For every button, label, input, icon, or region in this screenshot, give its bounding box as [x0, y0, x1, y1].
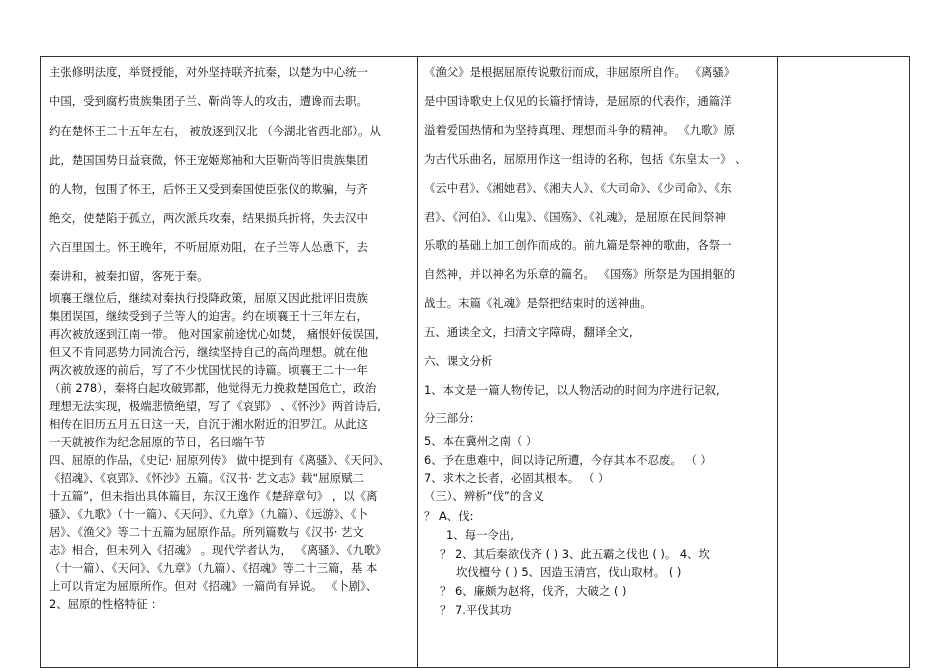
text-line: 自然神，并以神名为乐章的篇名。 《国殇》所祭是为国捐躯的	[424, 267, 736, 281]
text-line: 君》、《河伯》、《山鬼》、《国殇》、《礼魂》，是屈原在民间祭神	[424, 210, 726, 224]
text-line: 中国，受到腐朽贵族集团子兰、靳尚等人的攻击，遭谗而去职。	[49, 94, 368, 108]
text-line: ？ 6、廉颇为赵将，伐齐，大破之 ( )	[440, 584, 627, 598]
text-line: 集团误国，继续受到子兰等人的迫害。约在顷襄王十三年左右，	[49, 309, 368, 323]
text-line: 7、求木之长者，必固其根本。 （ ）	[424, 471, 610, 485]
text-line: 秦讲和，被秦扣留，客死于秦。	[49, 269, 209, 283]
text-line: 相传在旧历五月五日这一天，自沉于湘水附近的汨罗江。从此这	[49, 417, 368, 431]
text-line: 6、予在患难中，间以诗记所遭，今存其本不忍废。 （ ）	[424, 453, 712, 467]
text-line: 一天就被作为纪念屈原的节日，名曰端午节	[49, 435, 266, 449]
text-line: 顷襄王继位后，继续对秦执行投降政策，屈原又因此批评旧贵族	[49, 291, 368, 305]
text-line: （十一篇）、《天问》、《九章》（九篇）、《招魂》等二十三篇，基 本	[49, 561, 378, 575]
text-line: （三）、辨析“伐”的含义	[424, 489, 545, 503]
text-line: ？ 2、其后秦欲伐齐 ( ) 3、此五霸之伐也 ( )。 4、坎	[440, 547, 710, 561]
text-line: ？ A、伐:	[424, 509, 474, 523]
right-column	[778, 57, 910, 667]
text-line: 四、屈原的作品，《史记· 屈原列传》 做中提到有《离骚》、《天问》、	[49, 453, 391, 467]
text-line: 1、每一令出,	[446, 528, 514, 542]
text-line: 绝交，使楚陷于孤立，两次派兵攻秦，结果损兵折将，失去汉中	[49, 211, 368, 225]
text-line: 分三部分:	[424, 411, 474, 425]
text-line: 居》、《渔父》等二十五篇为屈原作品。所列篇数与《汉书· 艺文	[49, 525, 364, 539]
text-line: 五、通读全文，扫清文字障碍，翻译全文,	[424, 325, 633, 339]
text-line: 十五篇”，但未指出具体篇目，东汉王逸作《楚辞章句》 ，以《离	[49, 489, 378, 503]
text-line: 六、课文分析	[424, 354, 493, 368]
middle-column	[418, 57, 777, 667]
text-line: ？ 7.平伐其功	[440, 603, 512, 617]
text-line: 约在楚怀王二十五年左右， 被放逐到汉北 （今湖北省西北部）。从	[49, 124, 381, 138]
text-line: 此，楚国国势日益衰微，怀王宠姬郑袖和大臣靳尚等旧贵族集团	[49, 153, 368, 167]
text-line: 《云中君》、《湘她君》、《湘夫人》、《大司命》、《少司命》、《东	[424, 181, 732, 195]
text-line: 主张修明法度，举贤授能，对外坚持联齐抗秦，以楚为中心统一	[49, 65, 368, 79]
text-line: 骚》、《九歌》（十一篇）、《天问》、《九章》（九篇）、《远游》、《卜	[49, 507, 368, 521]
text-line: 2、屈原的性格特征 ：	[49, 597, 163, 611]
text-line: 但又不肯同恶势力同流合污，继续坚持自己的高尚理想。就在他	[49, 345, 368, 359]
text-line: 为古代乐曲名，屈原用作这一组诗的名称，包括《东皇太一》 、	[424, 152, 747, 166]
text-line: 六百里国土。怀王晚年，不听屈原劝阻，在子兰等人怂恿下，去	[49, 240, 368, 254]
text-line: 再次被放逐到江南一带。 他对国家前途忧心如焚， 痛恨奸佞误国,	[49, 327, 379, 341]
document-table	[40, 56, 910, 668]
text-line: 乐歌的基础上加工创作而成的。前九篇是祭神的歌曲，各祭一	[424, 238, 732, 252]
text-line: 坎伐檀兮 ( ) 5、因造玉清宫，伐山取材。 ( )	[456, 565, 682, 579]
text-line: 的人物，包围了怀王，后怀王又受到秦国使臣张仪的欺骗，与齐	[49, 182, 368, 196]
text-line: （前 278），秦将白起攻破郢都，他觉得无力挽救楚国危亡，政治	[49, 381, 377, 395]
text-line: 是中国诗歌史上仅见的长篇抒情诗，是屈原的代表作，通篇洋	[424, 94, 732, 108]
text-line: 《招魂》、《哀郢》、《怀沙》五篇。《汉书· 艺文志》载“屈原赋二	[49, 471, 364, 485]
text-line: 5、本在冀州之南（ ）	[424, 434, 538, 448]
text-line: 两次被放逐的前后，写了不少忧国忧民的诗篇。顷襄王二十一年	[49, 363, 368, 377]
text-line: 理想无法实现，极端悲愤绝望，写了《哀郢》 、《怀沙》两首诗后,	[49, 399, 381, 413]
text-line: 1、本文是一篇人物传记，以人物活动的时间为序进行记叙,	[424, 383, 720, 397]
left-column	[41, 57, 417, 667]
text-line: 战士。末篇《礼魂》是祭把结束时的送神曲。	[424, 296, 652, 310]
text-line: 志》相合，但未列入《招魂》 。现代学者认为， 《离骚》、《九歌》	[49, 543, 387, 557]
text-line: 溢着爱国热情和为坚持真理、理想而斗争的精神。 《九歌》原	[424, 123, 736, 137]
text-line: 上可以肯定为屈原所作。但对《招魂》一篇尚有异说。 《卜剧》、	[49, 579, 378, 593]
text-line: 《渔父》是根据屈原传说敷衍而成，非屈原所自作。 《离骚》	[424, 65, 736, 79]
